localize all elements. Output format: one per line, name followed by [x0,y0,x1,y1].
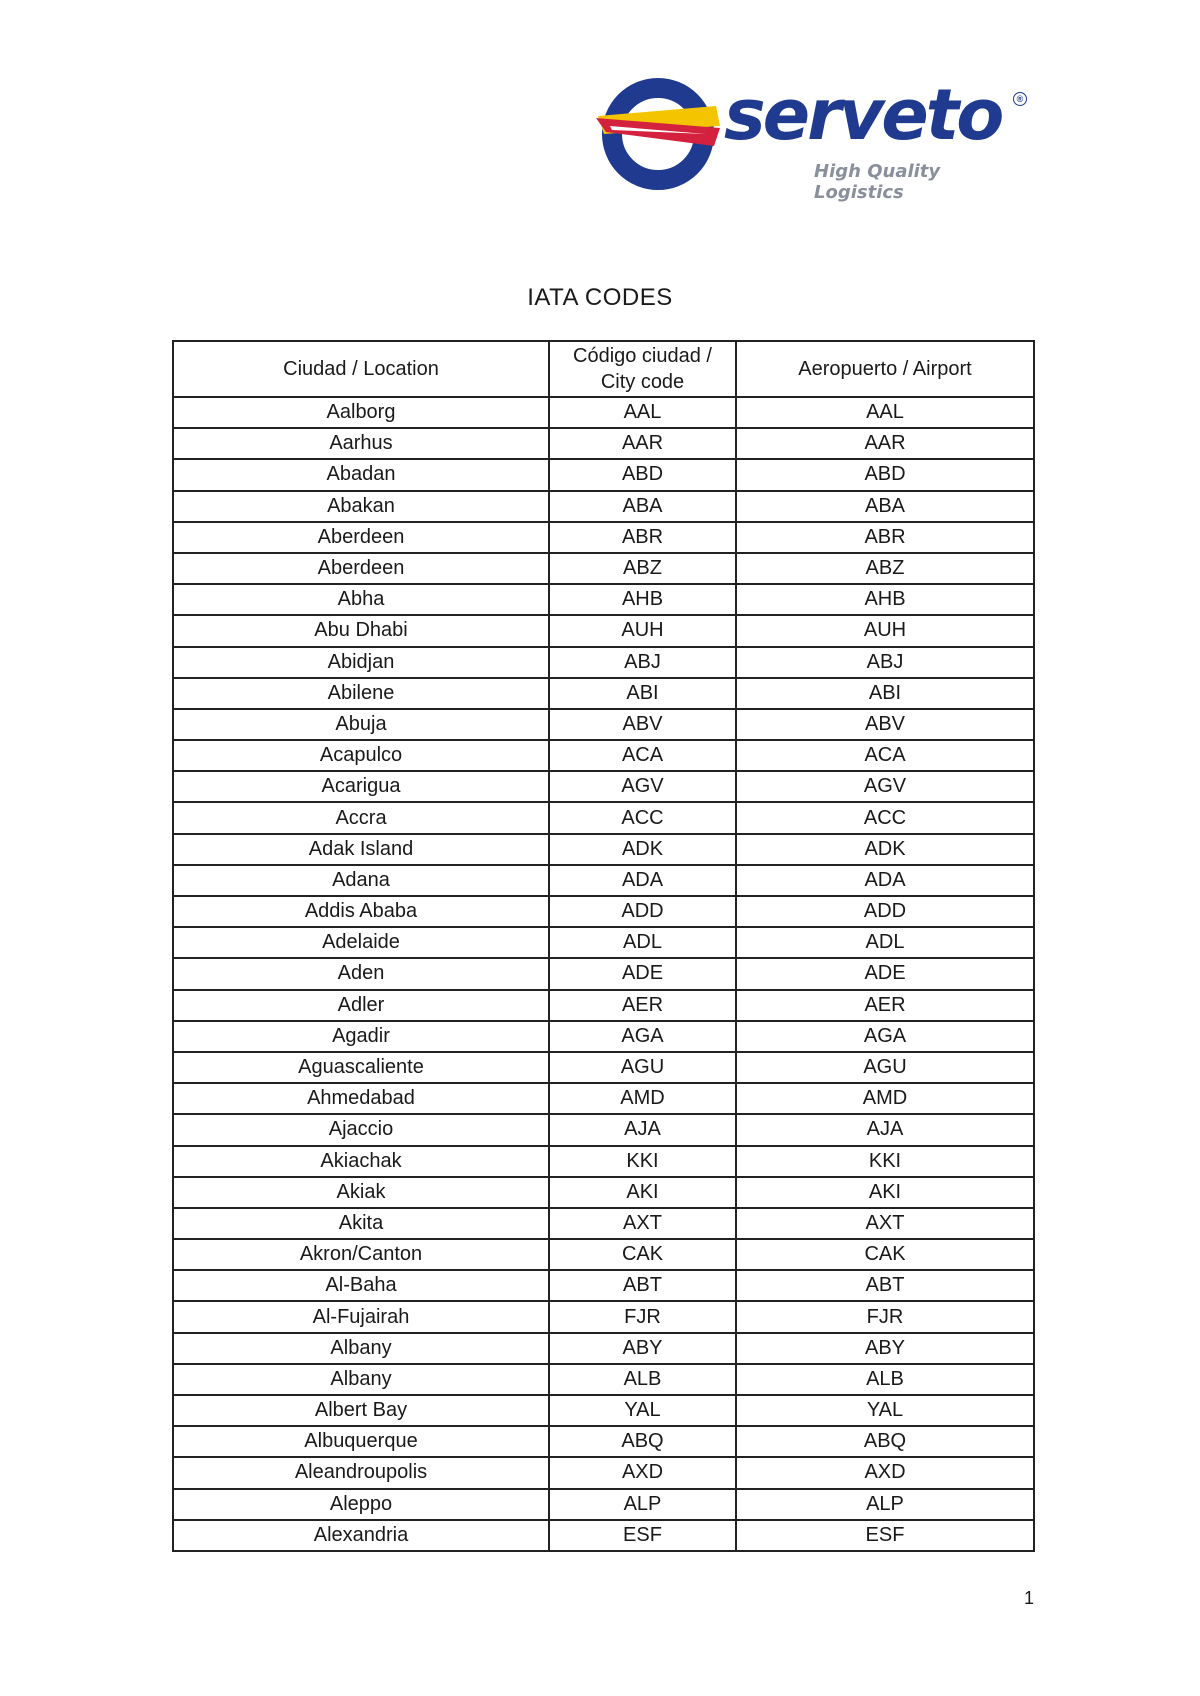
table-row [173,459,1034,490]
cell-airport: ABQ [736,1426,1034,1457]
cell-city-code: ADL [549,927,736,958]
table-row [173,1426,1034,1457]
cell-city: Ajaccio [173,1114,549,1145]
table-row [173,990,1034,1021]
cell-city: Adana [173,865,549,896]
cell-city: Adelaide [173,927,549,958]
table-row [173,1489,1034,1520]
cell-city-code: ALP [549,1489,736,1520]
cell-city: Aberdeen [173,522,549,553]
cell-city: Aden [173,958,549,989]
cell-city-code: ABV [549,709,736,740]
cell-city-code: ADA [549,865,736,896]
cell-city: Akiachak [173,1146,549,1177]
cell-airport: ABY [736,1333,1034,1364]
cell-city-code: ABT [549,1270,736,1301]
cell-city: Adak Island [173,834,549,865]
table-row [173,740,1034,771]
cell-city: Accra [173,802,549,833]
cell-airport: ABA [736,491,1034,522]
serveto-logo [596,74,1036,203]
cell-city: Akron/Canton [173,1239,549,1270]
table-row [173,896,1034,927]
cell-city: Acarigua [173,771,549,802]
cell-city: Adler [173,990,549,1021]
cell-city-code: KKI [549,1146,736,1177]
cell-city: Aberdeen [173,553,549,584]
header-airport: Aeropuerto / Airport [736,341,1034,397]
cell-airport: ABZ [736,553,1034,584]
table-row [173,428,1034,459]
cell-city-code: ABR [549,522,736,553]
table-row [173,1208,1034,1239]
header-city-code [549,341,736,397]
table-row [173,1083,1034,1114]
cell-city-code: ABI [549,678,736,709]
table-row [173,491,1034,522]
cell-city: Alexandria [173,1520,549,1551]
cell-airport: AAR [736,428,1034,459]
cell-city: Abuja [173,709,549,740]
table-row [173,1520,1034,1551]
cell-airport: AXT [736,1208,1034,1239]
table-row [173,927,1034,958]
cell-city: Al-Baha [173,1270,549,1301]
cell-airport: AGV [736,771,1034,802]
table-row [173,1457,1034,1488]
cell-city: Ahmedabad [173,1083,549,1114]
table-row [173,834,1034,865]
cell-city-code: ADE [549,958,736,989]
cell-city-code: AMD [549,1083,736,1114]
cell-city-code: AJA [549,1114,736,1145]
cell-city-code: CAK [549,1239,736,1270]
cell-city-code: AER [549,990,736,1021]
cell-airport: ACC [736,802,1034,833]
cell-airport: AER [736,990,1034,1021]
cell-city-code: ACA [549,740,736,771]
cell-city-code: AGA [549,1021,736,1052]
table-row [173,647,1034,678]
table-row [173,1239,1034,1270]
cell-airport: ACA [736,740,1034,771]
cell-city-code: ABA [549,491,736,522]
cell-city: Albany [173,1364,549,1395]
cell-airport: ADK [736,834,1034,865]
cell-city-code: AGU [549,1052,736,1083]
table-row [173,1052,1034,1083]
cell-airport: ADD [736,896,1034,927]
cell-city: Albany [173,1333,549,1364]
table-row [173,678,1034,709]
cell-airport: CAK [736,1239,1034,1270]
cell-airport: ALB [736,1364,1034,1395]
table-row [173,865,1034,896]
cell-city: Akita [173,1208,549,1239]
table-row [173,584,1034,615]
table-row [173,1021,1034,1052]
cell-city-code: AGV [549,771,736,802]
table-header-row [173,341,1034,397]
registered-mark: ® [1013,92,1027,106]
brand-wordmark: serveto [724,74,1002,156]
cell-city-code: ABJ [549,647,736,678]
cell-city: Aleandroupolis [173,1457,549,1488]
cell-airport: AGA [736,1021,1034,1052]
table-row [173,397,1034,428]
cell-airport: ABJ [736,647,1034,678]
cell-city-code: AUH [549,615,736,646]
cell-city-code: ABZ [549,553,736,584]
table-row [173,615,1034,646]
cell-city-code: ABY [549,1333,736,1364]
header-city-code-line2: City code [600,371,685,393]
table-row [173,553,1034,584]
cell-airport: AAL [736,397,1034,428]
cell-airport: ABT [736,1270,1034,1301]
table-row [173,802,1034,833]
cell-city-code: ACC [549,802,736,833]
cell-city: Abilene [173,678,549,709]
cell-city-code: AXD [549,1457,736,1488]
table-row [173,1395,1034,1426]
table-row [173,1270,1034,1301]
cell-airport: ABD [736,459,1034,490]
cell-city: Agadir [173,1021,549,1052]
table-row [173,709,1034,740]
iata-codes-table [172,340,1035,1552]
cell-city: Abha [173,584,549,615]
cell-airport: AUH [736,615,1034,646]
cell-city: Abakan [173,491,549,522]
cell-city: Albert Bay [173,1395,549,1426]
table-row [173,1177,1034,1208]
cell-city: Abu Dhabi [173,615,549,646]
cell-city-code: AHB [549,584,736,615]
brand-tagline: High Quality Logistics [814,161,941,203]
cell-airport: AGU [736,1052,1034,1083]
cell-city-code: YAL [549,1395,736,1426]
cell-airport: ABR [736,522,1034,553]
cell-airport: AMD [736,1083,1034,1114]
cell-city: Aalborg [173,397,549,428]
table-row [173,1146,1034,1177]
cell-airport: AJA [736,1114,1034,1145]
cell-city: Aguascaliente [173,1052,549,1083]
table-row [173,771,1034,802]
cell-airport: ADL [736,927,1034,958]
cell-city-code: AKI [549,1177,736,1208]
cell-city: Acapulco [173,740,549,771]
cell-city-code: ESF [549,1520,736,1551]
cell-airport: AXD [736,1457,1034,1488]
cell-city: Akiak [173,1177,549,1208]
table-row [173,1301,1034,1332]
cell-city-code: AAR [549,428,736,459]
cell-airport: FJR [736,1301,1034,1332]
cell-airport: ABI [736,678,1034,709]
cell-city-code: AAL [549,397,736,428]
table-row [173,1364,1034,1395]
cell-airport: ADE [736,958,1034,989]
table-row [173,958,1034,989]
cell-city: Aleppo [173,1489,549,1520]
serveto-emblem-icon [596,74,726,194]
page-number: 1 [1023,1588,1034,1608]
cell-city-code: FJR [549,1301,736,1332]
table-row [173,522,1034,553]
cell-city: Al-Fujairah [173,1301,549,1332]
page-title: IATA CODES [527,284,673,311]
cell-city-code: AXT [549,1208,736,1239]
cell-airport: ABV [736,709,1034,740]
cell-airport: AHB [736,584,1034,615]
cell-city: Abidjan [173,647,549,678]
table-row [173,1114,1034,1145]
cell-city-code: ABQ [549,1426,736,1457]
cell-city-code: ABD [549,459,736,490]
table-row [173,1333,1034,1364]
cell-city-code: ALB [549,1364,736,1395]
cell-city-code: ADK [549,834,736,865]
cell-airport: ADA [736,865,1034,896]
cell-airport: ESF [736,1520,1034,1551]
header-location: Ciudad / Location [173,341,549,397]
cell-airport: ALP [736,1489,1034,1520]
cell-city: Aarhus [173,428,549,459]
cell-city-code: ADD [549,896,736,927]
cell-airport: YAL [736,1395,1034,1426]
cell-city: Abadan [173,459,549,490]
cell-city: Addis Ababa [173,896,549,927]
cell-airport: KKI [736,1146,1034,1177]
cell-city: Albuquerque [173,1426,549,1457]
header-city-code-line1: Código ciudad / [573,345,712,367]
cell-airport: AKI [736,1177,1034,1208]
